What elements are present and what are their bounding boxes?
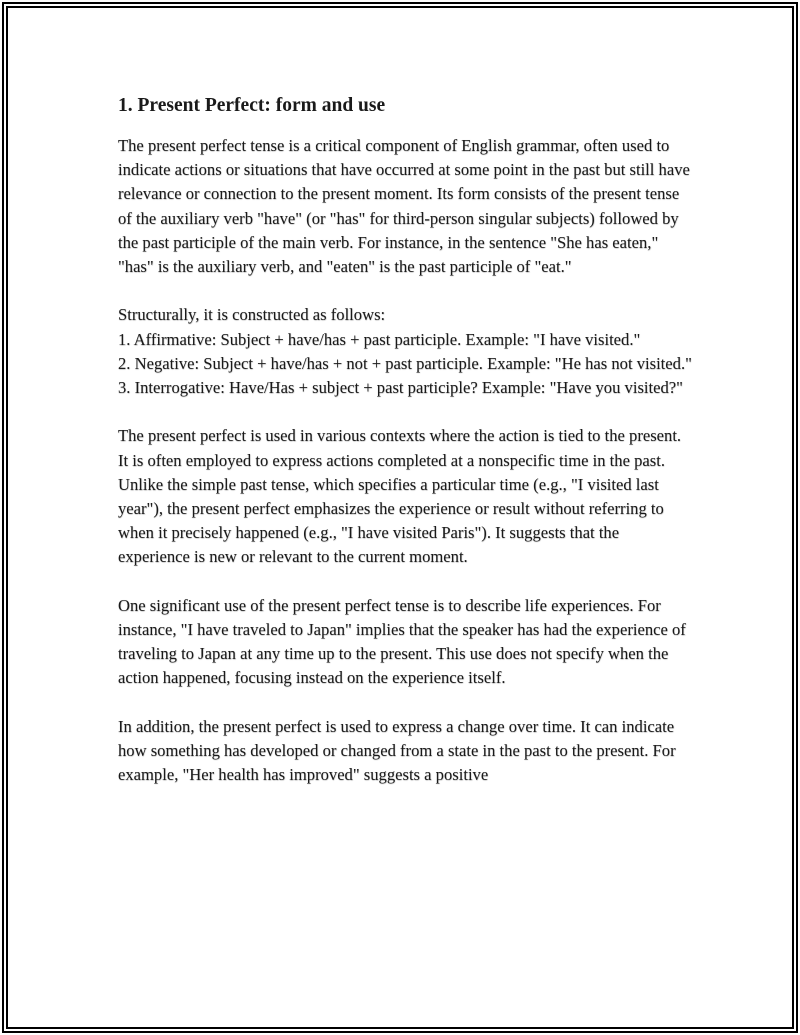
section-heading: 1. Present Perfect: form and use	[118, 95, 386, 116]
paragraph-change-over-time: In addition, the present perfect is used to express a change over time. It can indicate how something has developed or changed from a state in the past to the present. For example, "Her health has improved" suggests a positive	[118, 716, 676, 785]
structure-item-interrogative: 3. Interrogative: Have/Has + subject + past participle? Example: "Have you visited?"	[118, 378, 683, 398]
document-body	[118, 92, 693, 812]
structure-item-affirmative: 1. Affirmative: Subject + have/has + past participle. Example: "I have visited."	[118, 329, 641, 349]
structure-item-negative: 2. Negative: Subject + have/has + not + past participle. Example: "He has not visited."	[118, 353, 692, 373]
structure-intro: Structurally, it is constructed as follows:	[118, 305, 386, 325]
structure-list	[118, 303, 693, 400]
paragraph-intro: The present perfect tense is a critical component of English grammar, often used to indicate actions or situations that have occurred at some point in the past but still have relevance or connection to the present moment. Its form consists of the present tense of the auxiliary verb "have" (or "has" for third-person singular subjects) followed by the past participle of the main verb. For instance, in the sentence "She has eaten," "has" is the auxiliary verb, and "eaten" is the past participle of "eat."	[118, 136, 690, 277]
paragraph-usage: The present perfect is used in various contexts where the action is tied to the present. It is often employed to express actions completed at a nonspecific time in the past. Unlike the simple past tense, which specifies a particular time (e.g., "I visited last year"), the present perfect emphasizes the experience or result without referring to when it precisely happened (e.g., "I have visited Paris"). It suggests that the experience is new or relevant to the current moment.	[118, 426, 682, 567]
paragraph-life-experiences: One significant use of the present perfect tense is to describe life experiences. For instance, "I have traveled to Japan" implies that the speaker has had the experience of traveling to Japan at any time up to the present. This use does not specify when the action happened, focusing instead on the experience itself.	[118, 595, 686, 688]
